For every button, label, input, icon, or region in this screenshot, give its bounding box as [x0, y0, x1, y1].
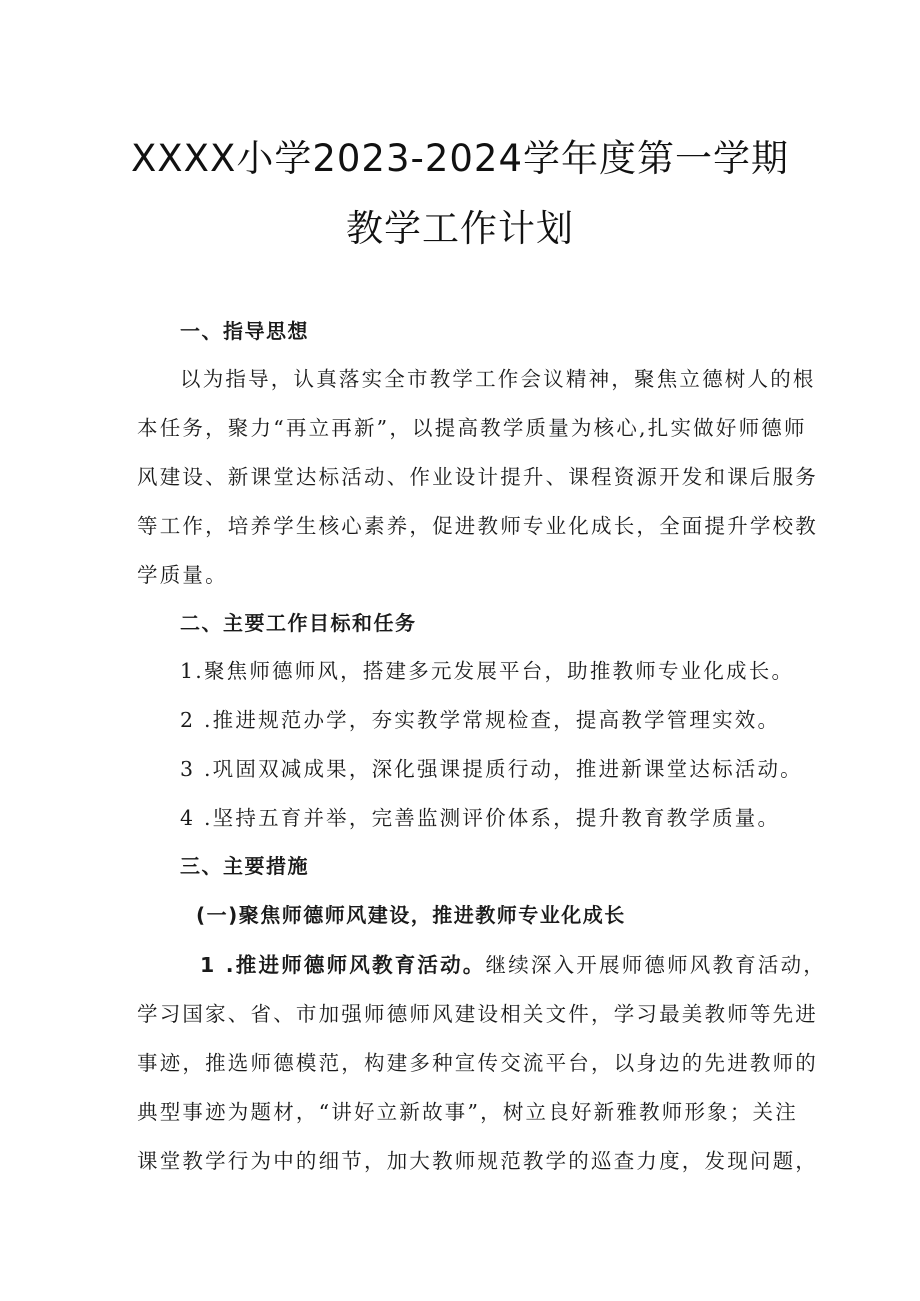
subsection-heading: (一)聚焦师德师风建设，推进教师专业化成长 — [196, 903, 626, 927]
paragraph-line: 风建设、新课堂达标活动、作业设计提升、课程资源开发和课后服务 — [137, 465, 818, 489]
document-title-line-1: XXXX小学2023-2024学年度第一学期 — [130, 137, 790, 180]
measure-item-text: 继续深入开展师德师风教育活动， — [485, 953, 826, 977]
measure-item-lead: 1 .推进师德师风教育活动。 — [200, 953, 486, 977]
paragraph-line: 学习国家、省、市加强师德师风建设相关文件，学习最美教师等先进 — [137, 1002, 818, 1026]
goal-item: 1.聚焦师德师风，搭建多元发展平台，助推教师专业化成长。 — [180, 659, 795, 683]
paragraph-line: 等工作，培养学生核心素养，促进教师专业化成长，全面提升学校教 — [137, 514, 818, 538]
section-heading-guiding-ideology: 一、指导思想 — [180, 319, 309, 343]
document-title-line-2: 教学工作计划 — [346, 207, 574, 250]
goal-item: 2 .推进规范办学，夯实教学常规检查，提高教学管理实效。 — [180, 708, 781, 732]
paragraph-line: 事迹，推选师德模范，构建多种宣传交流平台，以身边的先进教师的 — [137, 1051, 818, 1075]
measure-item-first-line — [200, 950, 860, 980]
paragraph-line: 学质量。 — [137, 563, 228, 587]
paragraph-line: 典型事迹为题材，“讲好立新故事”，树立良好新雅教师形象；关注 — [137, 1100, 798, 1124]
section-heading-goals-and-tasks: 二、主要工作目标和任务 — [180, 611, 417, 635]
paragraph-line: 课堂教学行为中的细节，加大教师规范教学的巡查力度，发现问题， — [137, 1149, 818, 1173]
paragraph-line: 以为指导，认真落实全市教学工作会议精神，聚焦立德树人的根 — [180, 367, 816, 391]
goal-item: 3 .巩固双减成果，深化强课提质行动，推进新课堂达标活动。 — [180, 757, 803, 781]
goal-item: 4 .坚持五育并举，完善监测评价体系，提升教育教学质量。 — [180, 806, 781, 830]
paragraph-line: 本任务，聚力“再立再新”，以提高教学质量为核心,扎实做好师德师 — [137, 416, 807, 440]
section-heading-main-measures: 三、主要措施 — [180, 854, 309, 878]
